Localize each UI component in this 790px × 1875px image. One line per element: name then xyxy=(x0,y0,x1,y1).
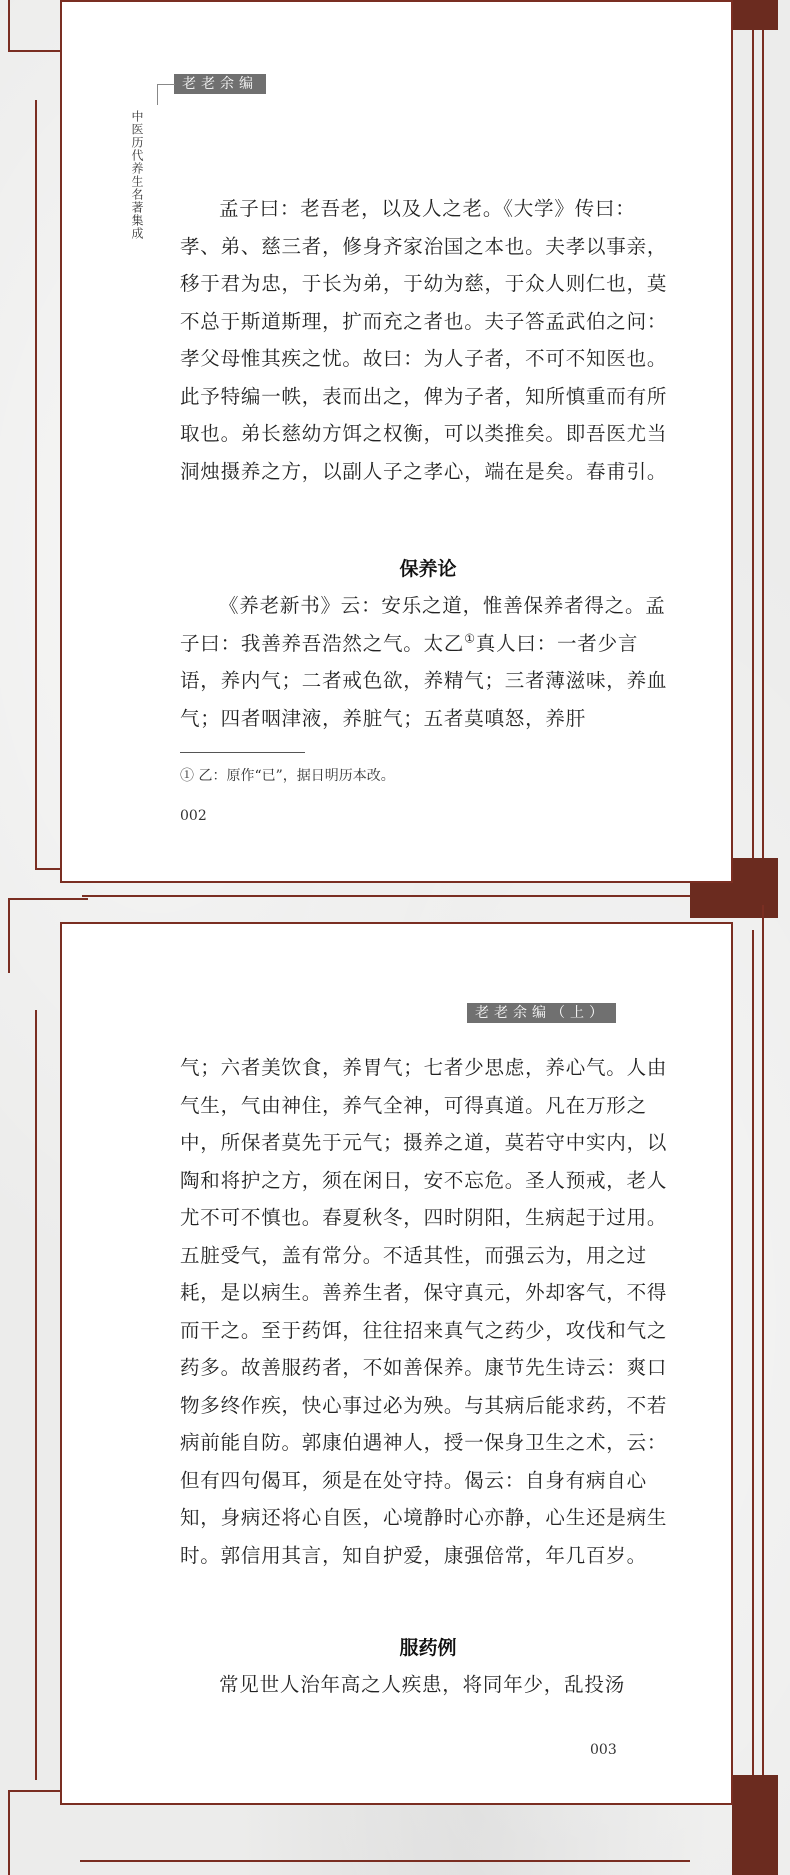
para-text: 真人曰：一者少言语，养内气；二者戒色欲，养精气；三者薄滋味，养血气；四者咽津液，养脏气；五者莫嗔怒，养肝 xyxy=(180,631,668,730)
frame-line xyxy=(8,50,60,52)
running-header: 老老余编 xyxy=(174,74,266,94)
corner-block xyxy=(732,0,778,30)
body-paragraph: 气；六者美饮食，养胃气；七者少思虑，养心气。人由气生，气由神住，养气全神，可得真道。凡在万形之中，所保者莫先于元气；摄养之道，莫若守中实内，以陶和将护之方，须在闲日，安不忘危。圣人预戒，老人尤不可不慎也。春夏秋冬，四时阴阳，生病起于过用。五脏受气，盖有常分。不适其性，而强云为，用之过耗，是以病生。善养生者，保守真元，外却客气，不得而干之。至于药饵，往往招来真气之药少，攻伐和气之药多。故善服药者，不如善保养。康节先生诗云：爽口物多终作疾，快心事过必为殃。与其病后能求药，不若病前能自防。郭康伯遇神人，授一保身卫生之术，云：但有四句偈耳，须是在处守持。偈云：自身有病自心知，身病还将心自医，心境静时心亦静，心生还是病生时。郭信用其言，知自护爱，康强倍常，年几百岁。 xyxy=(180,1056,668,1567)
series-side-title: 中医历代养生名著集成 xyxy=(130,110,144,240)
frame-line xyxy=(35,100,37,870)
frame-line xyxy=(762,905,764,1875)
frame-line xyxy=(35,1010,37,1780)
frame-line xyxy=(752,930,754,1875)
frame-line xyxy=(8,898,88,900)
frame-line xyxy=(8,1790,63,1792)
preface-paragraph: 孟子曰：老吾老，以及人之老。《大学》传曰：孝、弟、慈三者，修身齐家治国之本也。夫孝以事亲，移于君为忠，于长为弟，于幼为慈，于众人则仁也，莫不总于斯道斯理，扩而充之者也。夫子答孟武伯之问：孝父母惟其疾之忧。故曰：为人子者，不可不知医也。此予特编一帙，表而出之，俾为子者，知所慎重而有所取也。弟长慈幼方饵之权衡，可以类推矣。即吾医尤当洞烛摄养之方，以副人子之孝心，端在是矣。春甫引。 xyxy=(180,197,668,483)
frame-line xyxy=(752,0,754,905)
frame-line xyxy=(762,0,764,858)
frame-line xyxy=(8,0,10,52)
para-text: 《养老新书》云：安乐之道，惟善保养者得之。孟子曰：我善养吾浩然之气。太乙 xyxy=(180,594,666,655)
book-page-002 xyxy=(60,0,733,883)
book-page-003 xyxy=(60,922,733,1805)
running-header: 老老余编（上） xyxy=(467,1003,616,1023)
frame-line xyxy=(8,1790,10,1875)
section-title: 服药例 xyxy=(399,1637,457,1659)
page-number: 003 xyxy=(590,1742,617,1758)
body-paragraph: 常见世人治年高之人疾患，将同年少，乱投汤 xyxy=(219,1673,626,1696)
frame-line xyxy=(80,1860,690,1862)
corner-block xyxy=(732,1775,778,1875)
footnote-divider xyxy=(180,752,305,753)
footnote: ① 乙：原作“已”，据日明历本改。 xyxy=(180,768,395,784)
section-title: 保养论 xyxy=(399,558,457,580)
page-number: 002 xyxy=(180,808,207,824)
footnote-ref[interactable]: ① xyxy=(464,631,476,645)
header-connector xyxy=(157,84,175,105)
frame-line xyxy=(82,895,690,897)
frame-line xyxy=(8,898,10,973)
body-paragraph xyxy=(180,587,676,737)
